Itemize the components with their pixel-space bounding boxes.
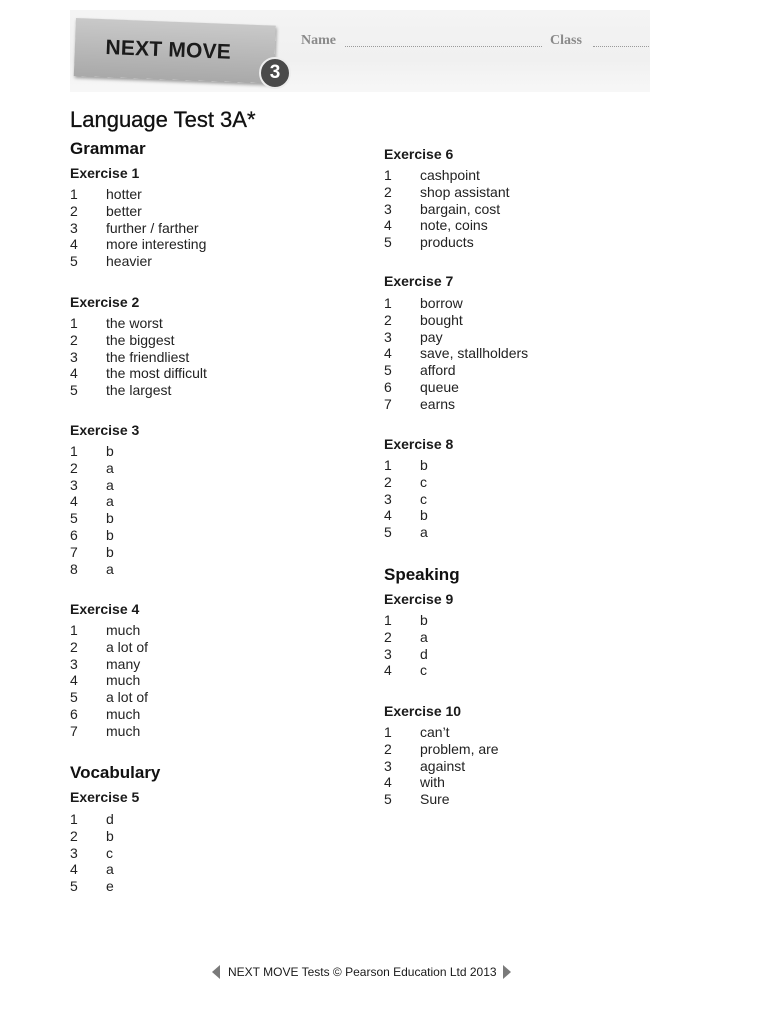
answer-number: 1 [70,315,78,331]
answer-text: a lot of [106,689,149,706]
answer-number: 2 [70,331,78,348]
name-label: Name [301,33,336,48]
answer-item [384,646,428,663]
answer-text: bought [420,311,463,328]
answer-number: 1 [70,186,78,202]
answer-item [384,629,428,646]
answer-item [70,828,114,845]
answer-number: 7 [70,722,78,739]
answer-text: c [420,490,427,507]
answer-text: much [106,722,141,739]
answer-number: 1 [384,724,392,740]
section-heading-grammar: Grammar [70,139,146,158]
answer-item [70,203,206,220]
answer-number: 2 [384,740,392,757]
answer-item [70,622,148,639]
answer-list [70,315,207,399]
answer-text: d [420,645,428,662]
answer-number: 1 [384,167,392,183]
answer-number: 3 [384,490,392,507]
answer-number: 4 [70,861,78,878]
answer-text: a [420,628,428,645]
answer-number: 5 [70,382,78,399]
answer-number: 4 [384,507,392,524]
answer-item [70,672,148,689]
answer-text: b [420,612,428,628]
class-field [593,46,649,47]
answer-item [70,723,148,740]
answer-list [70,622,148,740]
answer-number: 1 [70,622,78,638]
answer-item [70,236,206,253]
answer-number: 1 [384,612,392,628]
answer-text: b [420,507,428,524]
answer-item [384,234,510,251]
answer-text: a [106,560,114,577]
answer-number: 4 [384,662,392,679]
answer-number: 1 [384,457,392,473]
answer-number: 3 [70,348,78,365]
answer-list [384,167,510,251]
answer-number: 4 [70,493,78,510]
answer-item [384,184,510,201]
answer-list [384,724,499,808]
answer-text: the largest [106,382,172,399]
section-heading-vocabulary: Vocabulary [70,763,161,782]
answer-item [70,878,114,895]
answer-number: 5 [70,253,78,270]
answer-text: many [106,655,141,672]
answer-number: 7 [384,395,392,412]
answer-item [70,253,206,270]
answer-number: 1 [70,811,78,827]
answer-item [70,706,148,723]
answer-number: 3 [70,655,78,672]
answer-text: a [106,476,114,493]
answer-text: much [106,622,141,638]
answer-text: note, coins [420,217,488,234]
answer-text: the biggest [106,331,175,348]
answer-item [384,201,510,218]
answer-text: b [420,457,428,473]
answer-text: c [106,844,113,861]
answer-text: with [420,774,445,791]
answer-number: 4 [70,365,78,382]
answer-text: the most difficult [106,365,207,382]
exercise-title: Exercise 6 [384,146,454,162]
answer-item [384,612,428,629]
answer-item [384,662,428,679]
answer-list [70,443,114,577]
series-logo: NEXT MOVE [105,36,232,64]
answer-number: 4 [384,774,392,791]
answer-number: 5 [384,362,392,379]
answer-item [70,332,207,349]
answer-number: 3 [384,328,392,345]
exercise-title: Exercise 9 [384,591,454,607]
answer-list [70,186,206,270]
answer-number: 2 [384,183,392,200]
answer-item [70,349,207,366]
footer [212,963,511,981]
answer-item [384,491,428,508]
answer-number: 5 [70,510,78,527]
exercise-title: Exercise 4 [70,601,140,617]
answer-number: 2 [384,628,392,645]
answer-item [70,510,114,527]
answer-item [384,312,528,329]
answer-number: 2 [384,473,392,490]
answer-text: earns [420,395,456,412]
answer-text: the friendliest [106,348,190,365]
answer-text: b [106,827,114,844]
answer-number: 5 [70,689,78,706]
answer-text: a [106,493,114,510]
answer-text: a [420,524,428,541]
answer-item [70,544,114,561]
answer-item [70,365,207,382]
answer-text: bargain, cost [420,200,501,217]
answer-number: 4 [384,345,392,362]
answer-text: afford [420,362,456,379]
answer-text: further / farther [106,219,199,236]
exercise-title: Exercise 3 [70,422,140,438]
answer-item [70,561,114,578]
answer-text: b [106,510,114,527]
answer-item [70,186,206,203]
answer-text: d [106,811,114,827]
answer-list [70,811,114,895]
answer-number: 2 [70,459,78,476]
answer-number: 2 [70,638,78,655]
answer-text: b [106,543,114,560]
answer-number: 2 [70,827,78,844]
answer-item [384,741,499,758]
name-field [345,46,542,47]
answer-number: 4 [384,217,392,234]
answer-item [384,524,428,541]
answer-text: cashpoint [420,167,480,183]
answer-text: a [106,459,114,476]
answer-number: 4 [70,236,78,253]
answer-list [384,295,528,413]
answer-number: 3 [70,219,78,236]
exercise-title: Exercise 1 [70,165,140,181]
answer-number: 5 [384,524,392,541]
answer-text: shop assistant [420,183,510,200]
answer-item [384,329,528,346]
answer-text: much [106,705,141,722]
level-badge: 3 [259,57,291,89]
answer-item [384,774,499,791]
answer-item [70,845,114,862]
exercise-title: Exercise 7 [384,273,454,289]
page-title: Language Test 3A* [70,107,256,132]
answer-item [384,791,499,808]
answer-number: 3 [384,200,392,217]
arrow-left-icon [212,965,220,979]
answer-item [70,639,148,656]
answer-item [70,382,207,399]
answer-text: a [106,861,114,878]
answer-text: save, stallholders [420,345,529,362]
answer-text: queue [420,378,459,395]
answer-item [70,443,114,460]
answer-item [384,217,510,234]
answer-number: 6 [70,705,78,722]
answer-number: 6 [70,526,78,543]
answer-text: better [106,202,142,219]
answer-text: e [106,878,114,895]
class-label: Class [550,33,582,48]
answer-item [384,396,528,413]
answer-text: more interesting [106,236,207,253]
answer-number: 7 [70,543,78,560]
answer-item [70,493,114,510]
answer-item [70,315,207,332]
answer-item [70,811,114,828]
answer-number: 8 [70,560,78,577]
answer-text: heavier [106,253,152,270]
answer-item [384,167,510,184]
arrow-right-icon [503,965,511,979]
answer-text: borrow [420,295,463,311]
answer-number: 1 [70,443,78,459]
answer-text: c [420,662,427,679]
answer-text: much [106,672,141,689]
footer-copyright: NEXT MOVE Tests © Pearson Education Ltd 2013 [228,965,497,979]
answer-number: 6 [384,378,392,395]
answer-list [384,612,428,679]
answer-item [384,295,528,312]
answer-item [70,861,114,878]
answer-text: a lot of [106,638,149,655]
answer-item [384,758,499,775]
answer-number: 2 [70,202,78,219]
answer-item [384,379,528,396]
answer-text: problem, are [420,740,499,757]
answer-text: products [420,234,474,251]
answer-item [70,656,148,673]
answer-item [384,362,528,379]
exercise-title: Exercise 5 [70,789,140,805]
exercise-title: Exercise 10 [384,703,462,719]
answer-number: 3 [70,844,78,861]
answer-item [70,527,114,544]
answer-list [384,457,428,541]
answer-item [384,724,499,741]
answer-number: 5 [384,234,392,251]
section-heading-speaking: Speaking [384,565,460,584]
answer-item [70,220,206,237]
answer-item [384,345,528,362]
answer-text: b [106,443,114,459]
answer-text: can’t [420,724,450,740]
answer-text: the worst [106,315,163,331]
answer-text: against [420,757,466,774]
answer-number: 2 [384,311,392,328]
answer-item [70,477,114,494]
answer-number: 5 [384,791,392,808]
answer-text: hotter [106,186,142,202]
answer-item [384,457,428,474]
exercise-title: Exercise 2 [70,294,140,310]
answer-text: c [420,473,427,490]
answer-number: 3 [384,645,392,662]
answer-number: 4 [70,672,78,689]
answer-text: pay [420,328,443,345]
answer-item [384,507,428,524]
answer-number: 3 [384,757,392,774]
answer-number: 5 [70,878,78,895]
answer-item [384,474,428,491]
answer-number: 1 [384,295,392,311]
answer-text: Sure [420,791,450,808]
answer-text: b [106,526,114,543]
answer-item [70,689,148,706]
answer-number: 3 [70,476,78,493]
answer-item [70,460,114,477]
exercise-title: Exercise 8 [384,436,454,452]
